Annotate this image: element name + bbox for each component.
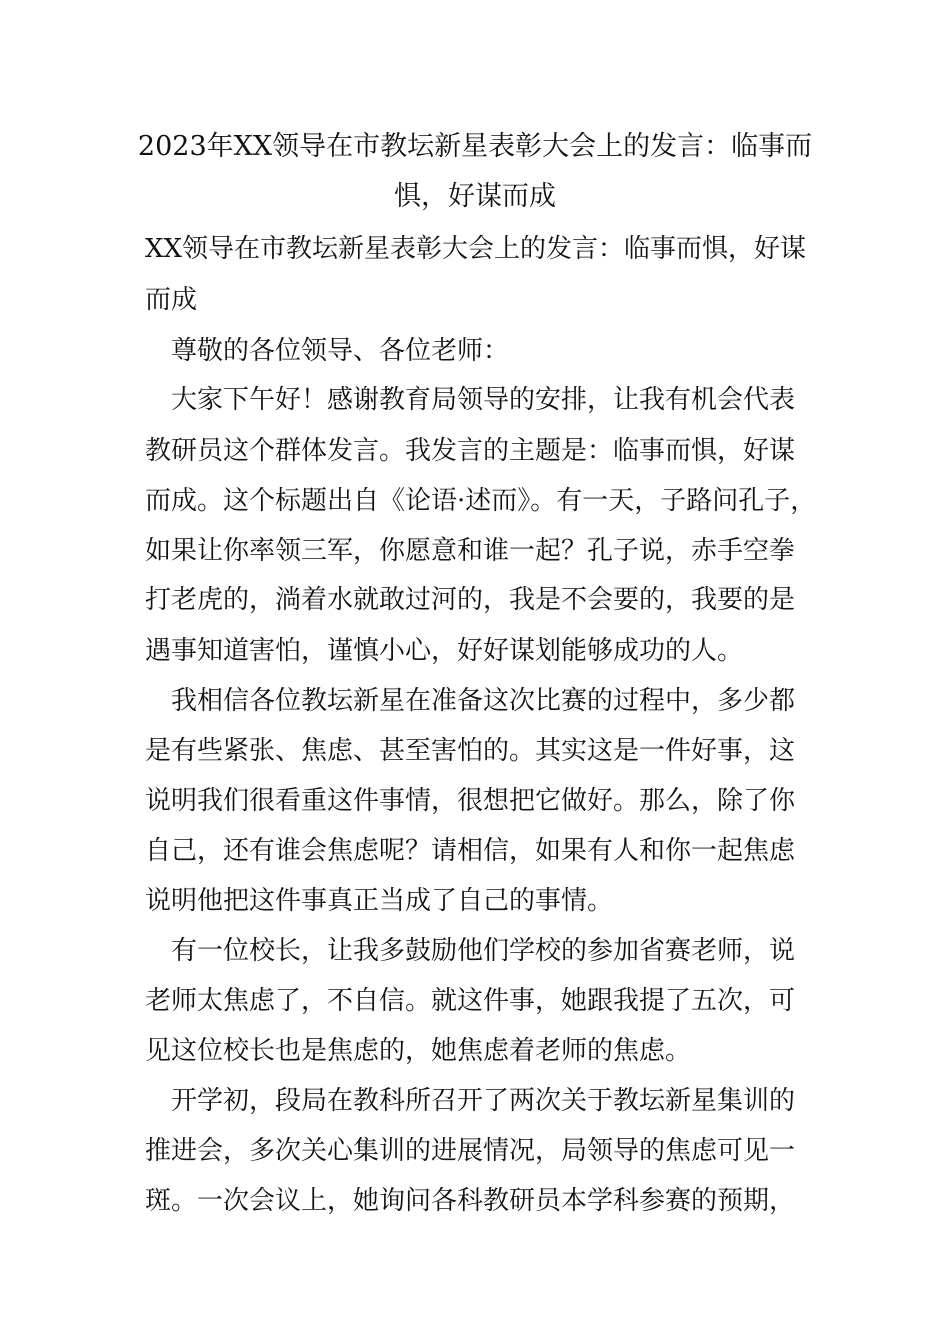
paragraph-1-line-4: 如果让你率领三军，你愿意和谁一起？孔子说，赤手空拳 <box>145 536 796 566</box>
title-line-2: 惧，好谋而成 <box>394 181 556 212</box>
paragraph-3-line-3: 见这位校长也是焦虑的，她焦虑着老师的焦虑。 <box>145 1036 692 1066</box>
paragraph-2-line-4: 自己，还有谁会焦虑呢？请相信，如果有人和你一起焦虑 <box>145 836 796 866</box>
paragraph-1-line-6: 遇事知道害怕，谨慎小心，好好谋划能够成功的人。 <box>145 636 744 666</box>
paragraph-1-line-2: 教研员这个群体发言。我发言的主题是：临事而惧，好谋 <box>145 436 796 466</box>
paragraph-4-line-1: 开学初，段局在教科所召开了两次关于教坛新星集训的 <box>145 1086 796 1116</box>
subtitle-line-1: XX领导在市教坛新星表彰大会上的发言：临事而惧，好谋 <box>145 234 807 264</box>
paragraph-2-line-3: 说明我们很看重这件事情，很想把它做好。那么，除了你 <box>145 786 796 816</box>
paragraph-3-line-1: 有一位校长，让我多鼓励他们学校的参加省赛老师，说 <box>145 936 796 966</box>
paragraph-2-line-1: 我相信各位教坛新星在准备这次比赛的过程中，多少都 <box>145 686 796 716</box>
paragraph-4-line-2: 推进会，多次关心集训的进展情况，局领导的焦虑可见一 <box>145 1136 796 1166</box>
salutation: 尊敬的各位领导、各位老师： <box>145 336 510 366</box>
subtitle-line-2: 而成 <box>145 285 198 315</box>
paragraph-1-line-5: 打老虎的，淌着水就敢过河的，我是不会要的，我要的是 <box>145 585 796 615</box>
paragraph-4-line-3: 斑。一次会议上，她询问各科教研员本学科参赛的预期， <box>145 1186 796 1216</box>
paragraph-1-line-3: 而成。这个标题出自《论语·述而》。有一天，子路问孔子， <box>145 486 817 516</box>
paragraph-1-line-1: 大家下午好！感谢教育局领导的安排，让我有机会代表 <box>145 385 796 415</box>
paragraph-2-line-2: 是有些紧张、焦虑、甚至害怕的。其实这是一件好事，这 <box>145 736 796 766</box>
paragraph-2-line-5: 说明他把这件事真正当成了自己的事情。 <box>145 886 614 916</box>
document-title <box>120 122 830 222</box>
title-line-1: 2023年XX领导在市教坛新星表彰大会上的发言：临事而 <box>137 131 813 162</box>
paragraph-3-line-2: 老师太焦虑了，不自信。就这件事，她跟我提了五次，可 <box>145 986 796 1016</box>
